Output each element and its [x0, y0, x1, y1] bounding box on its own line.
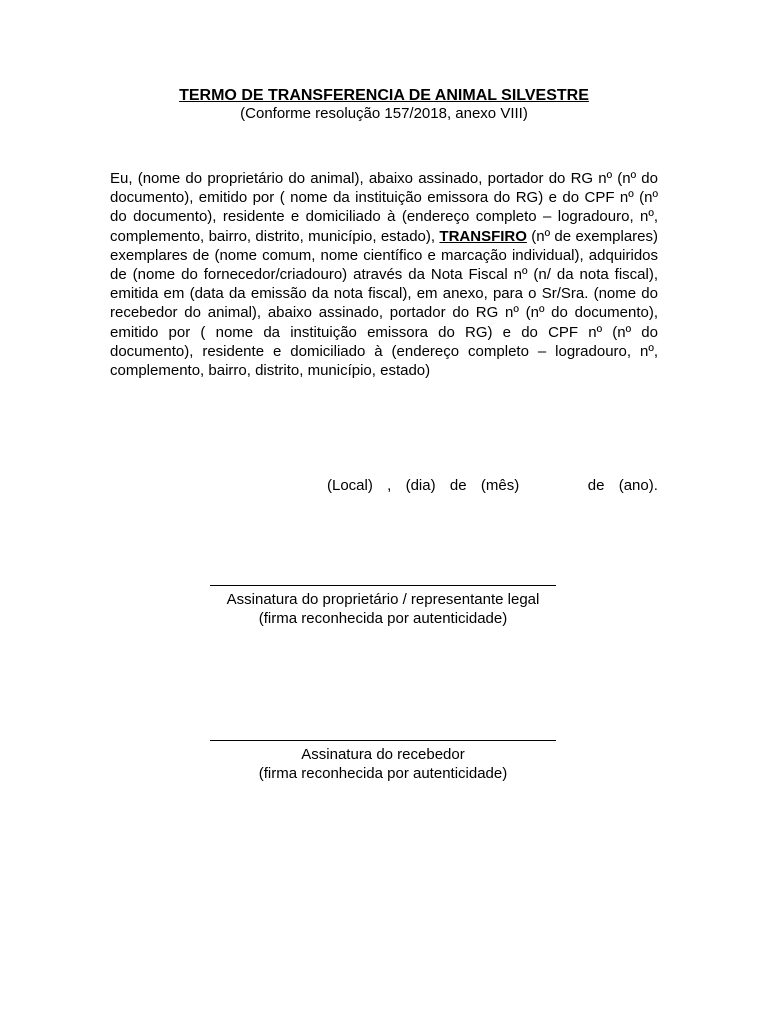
body-emphasis-transfiro: TRANSFIRO — [439, 227, 527, 245]
date-de-2: de — [587, 477, 605, 494]
date-comma: , — [387, 477, 392, 494]
date-mes: (mês) — [480, 477, 520, 494]
date-de-1: de — [449, 477, 467, 494]
body-text-before: Eu, (nome do proprietário do animal), abaixo assinado, portador do RG nº (nº do documento), emitido por ( nome da instituição emissora do RG) e do CPF nº (nº do documento), residente e domiciliado à (endereço completo – logradouro, nº, complemento, bairro, distrito, município, estado), — [110, 170, 658, 245]
document-body — [110, 169, 658, 380]
body-text-after: (nº de exemplares) exemplares de (nome comum, nome científico e marcação individual), adquiridos de (nome do fornecedor/criadouro) através da Nota Fiscal nº (n/ da nota fiscal), emitida em (data da emissão da nota fiscal), em anexo, para o Sr/Sra. (nome do recebedor do animal), abaixo assinado, portador do RG nº (nº do documento), emitido por ( nome da instituição emissora do RG) e do CPF nº (nº do documento), residente e domiciliado à (endereço completo – logradouro, nº, complemento, bairro, distrito, município, estado) — [110, 227, 658, 380]
date-dia: (dia) — [405, 477, 436, 494]
signature-label-receiver: Assinatura do recebedor — [301, 746, 465, 763]
document-subtitle: (Conforme resolução 157/2018, anexo VIII) — [240, 105, 528, 122]
date-ano: (ano). — [618, 477, 658, 494]
date-local: (Local) — [327, 477, 373, 494]
signature-note-receiver: (firma reconhecida por autenticidade) — [258, 765, 508, 782]
document-title — [0, 86, 768, 106]
signature-block-receiver — [210, 740, 556, 783]
signature-block-owner — [210, 585, 556, 628]
date-gap — [533, 477, 573, 495]
signature-label-owner: Assinatura do proprietário / representante legal — [226, 591, 540, 608]
signature-line-owner — [210, 585, 556, 586]
signature-note-owner: (firma reconhecida por autenticidade) — [258, 610, 508, 627]
document-title-text: TERMO DE TRANSFERENCIA DE ANIMAL SILVESTRE — [179, 87, 589, 104]
signature-line-receiver — [210, 740, 556, 741]
date-line — [327, 477, 658, 495]
